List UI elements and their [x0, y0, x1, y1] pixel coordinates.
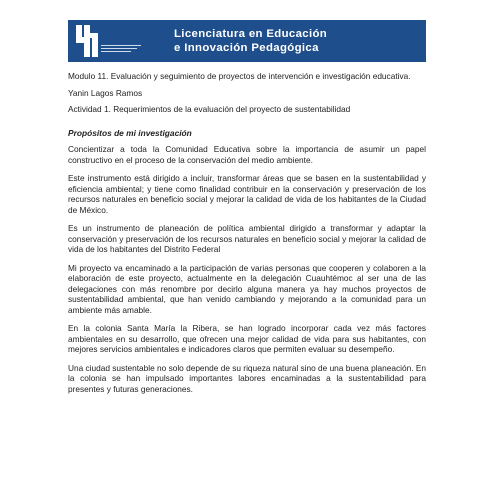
upn-logo-icon [74, 23, 146, 59]
paragraph: En la colonia Santa María la Ribera, se han logrado incorporar cada vez más factores ambientales en su desarrollo, que ofrecen una mejor calidad de vida para sus habitantes, con mejores servicios ambientales e indicadores claros que permiten evaluar su desempeño. [68, 323, 426, 354]
header-banner [68, 20, 426, 62]
program-title-line1: Licenciatura en Educación [174, 28, 328, 40]
document-body [68, 71, 426, 402]
upn-logo [68, 20, 148, 62]
paragraph: Una ciudad sustentable no solo depende de su riqueza natural sino de una buena planeación. En la colonia se han impulsado importantes labores encaminadas a la sustentabilidad para presentes y futuras generaciones. [68, 362, 426, 394]
paragraph: Es un instrumento de planeación de política ambiental dirigido a transformar y adaptar la conservación y preservación de los recursos naturales en beneficio social y mejorar la calidad de vida de los habitantes del Distrito Federal [68, 223, 426, 254]
activity-line: Actividad 1. Requerimientos de la evaluación del proyecto de sustentabilidad [68, 104, 351, 114]
author-name: Yanin Lagos Ramos [68, 87, 143, 98]
paragraph: Concientizar a toda la Comunidad Educativa sobre la importancia de asumir un papel constructivo en el proceso de la conservación del medio ambiente. [68, 144, 426, 165]
paragraph: Mi proyecto va encaminado a la participación de varias personas que cooperen y colaboren a la elaboración de este proyecto, actualmente en la delegación Cuauhtémoc al ser una de las delegaciones con más renombre por decirlo alguna manera ya hay muchos proyectos de sustentabilidad ambiental, que han venido cambiando y mejorando a la comunidad para un ambiente más amable. [68, 262, 426, 315]
program-title-line2: e Innovación Pedagógica [174, 42, 319, 54]
module-line: Modulo 11. Evaluación y seguimiento de proyectos de intervención e investigación educativa. [68, 71, 411, 81]
program-title [148, 27, 327, 55]
paragraph: Este instrumento está dirigido a incluir, transformar áreas que se basen en la sustentabilidad y eficiencia ambiental; y tiene como finalidad contribuir en la conservación y preservación de los recursos naturales en beneficio social y mejorar la calidad de vida de los habitantes de la Ciudad de México. [68, 173, 426, 215]
section-heading: Propósitos de mi investigación [68, 127, 192, 138]
